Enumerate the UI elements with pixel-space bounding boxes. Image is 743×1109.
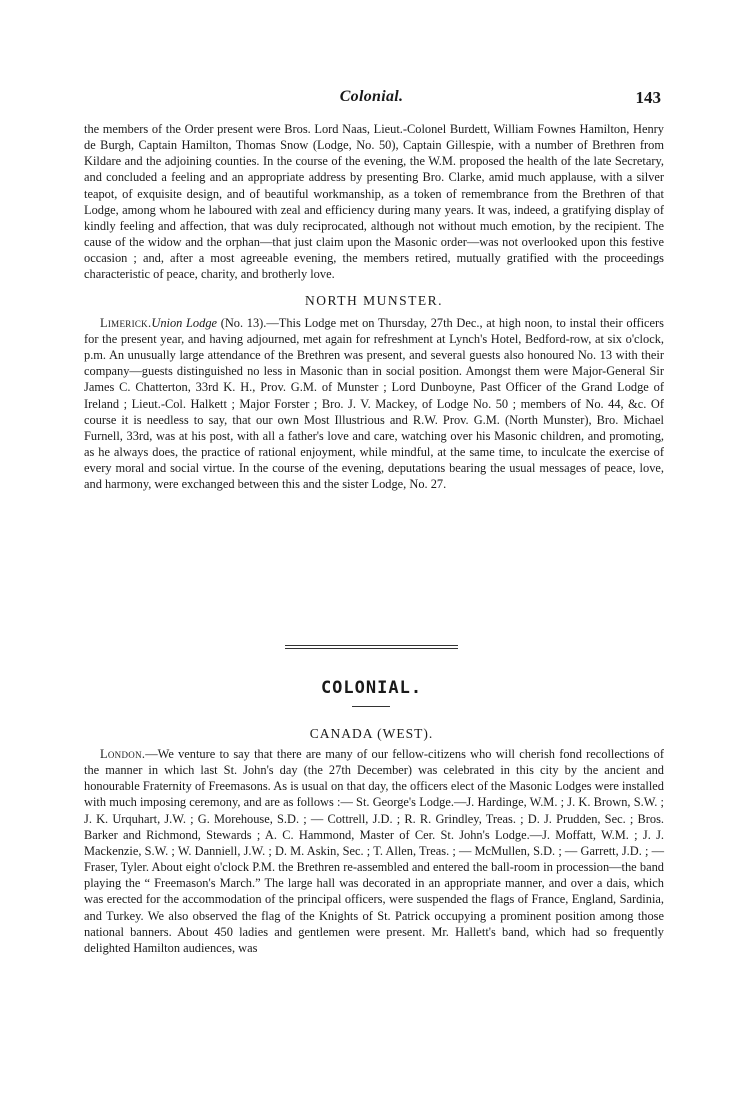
continued-paragraph: the members of the Order present were Bros. Lord Naas, Lieut.-Colonel Burdett, William Fownes Hamilton, Henry de Burgh, Captain Hamilton, Thomas Snow (Lodge, No. 50), Captain Gillespie, with a number of Brethren from Kildare and the adjoining counties. In the course of the evening, the W.M. proposed the health of the late Secretary, and concluded a feeling and an appropriate address by presenting Bro. Clarke, amid much applause, with a silver teapot, of exquisite design, and of beautiful workmanship, as a token of remembrance from the Brethren of that Lodge, among whom he laboured with zeal and efficiency during many years. It was, indeed, a gratifying display of kindly feeling and affection, that was duly reciprocated, although not without much emotion, by the recipient. The cause of the widow and the orphan—that just claim upon the Masonic order—was not overlooked upon this festive occasion ; and, after a most agreeable evening, the members retired, mutually gratified with the proceedings characteristic of peace, charity, and brotherly love. [84, 122, 664, 282]
canada-west-subheading: CANADA (WEST). [309, 726, 434, 741]
limerick-body: (No. 13).—This Lodge met on Thursday, 27th Dec., at high noon, to instal their officers for the present year, and having adjourned, met again for refreshment at Lynch's Hotel, Bedford-row, at six o'clock, p.m. An unusually large attendance of the Brethren was present, and several guests also honoured No. 13 with their company—guests distinguished no less in Masonic than in social position. Amongst them were Major-General Sir James C. Chatterton, 33rd K. H., Prov. G.M. of Munster ; Lord Dunboyne, Past Officer of the Grand Lodge of Ireland ; Lieut.-Col. Halkett ; Major Forster ; Bro. J. V. Mackey, of Lodge No. 50 ; members of No. 44, &c. Of course it is needless to say, that our own Most Illustrious and R.W. Prov. G.M. (North Munster), Bro. Michael Furnell, 33rd, was at his post, with all a father's love and care, watching over his Masonic children, and promoting, as he always does, the practice of rational enjoyment, while mindful, at the same time, to inculcate the exercise of every moral and social virtue. In the course of the evening, deputations bearing the usual messages of peace, love, and harmony, were exchanged between this and the sister Lodge, No. 27. [84, 315, 664, 492]
running-head [82, 88, 661, 112]
london-body: —We venture to say that there are many of our fellow-citizens who will cherish fond recollections of the manner in which last St. John's day (the 27th December) was celebrated in this city by the ancient and honourable Fraternity of Freemasons. As is usual on that day, the officers elect of the Masonic Lodges were installed with much imposing ceremony, and are as follows :— St. George's Lodge.—J. Hardinge, W.M. ; J. K. Brown, S.W. ; J. K. Urquhart, J.W. ; G. Morehouse, S.D. ; — Cottrell, J.D. ; R. R. Grindley, Treas. ; D. J. Prudden, Sec. ; Bros. Barker and Richmond, Stewards ; A. C. Hammond, Master of Cer. St. John's Lodge.—J. Moffatt, W.M. ; J. J. Mackenzie, S.W. ; W. Danniell, J.W. ; D. M. Askin, Sec. ; T. Allen, Treas. ; — McMullen, S.D. ; — Garrett, J.D. ; — Fraser, Tyler. About eight o'clock P.M. the Brethren re-assembled and entered the ball-room in procession—the band playing the “ Freemason's March.” The large hall was decorated in an appropriate manner, and over a dais, which was erected for the accommodation of the principal officers, were suspended the flags of France, England, Sardinia, and Turkey. We also observed the flag of the Knights of St. Patrick occupying a prominent position among those national banners. About 450 ladies and gentlemen were present. Mr. Hallett's band, which had so frequently delighted Hamilton audiences, was [84, 747, 664, 955]
running-title: Colonial. [339, 88, 404, 105]
north-munster-title: NORTH MUNSTER. [305, 292, 443, 308]
union-lodge-name: Union Lodge [151, 315, 218, 330]
page-number: 143 [635, 88, 661, 107]
heading-underline [352, 706, 390, 707]
lower-text-column [84, 746, 664, 956]
divider-line-top [285, 645, 458, 646]
limerick-place: Limerick. [100, 315, 152, 330]
colonial-heading: COLONIAL. [320, 678, 423, 698]
limerick-paragraph [84, 315, 664, 493]
london-paragraph [84, 746, 664, 956]
divider-line-bottom [285, 648, 458, 649]
london-place: London. [100, 747, 146, 761]
upper-text-column [84, 121, 664, 492]
